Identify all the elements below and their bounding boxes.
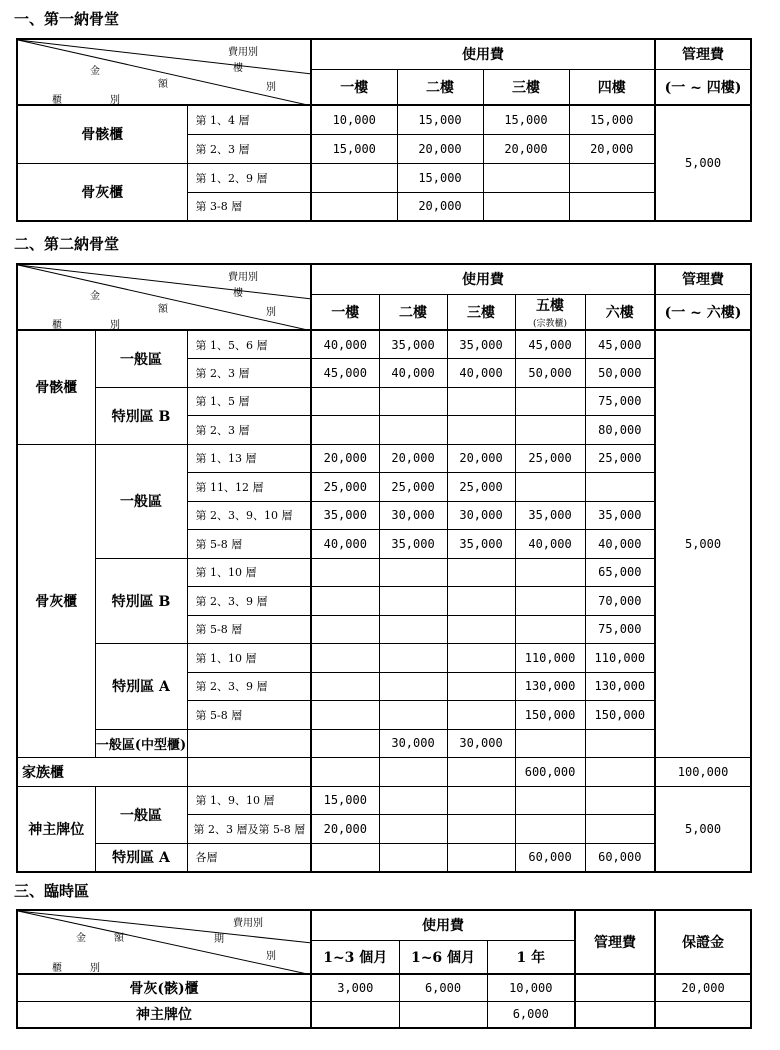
mgmt-value: 100,000	[655, 758, 751, 787]
diag-cabinet2: 別	[110, 95, 120, 105]
fee-cell: 25,000	[311, 473, 379, 502]
fee-cell: 35,000	[447, 330, 515, 359]
diag-amount: 金	[76, 933, 86, 944]
fee-cell: 45,000	[585, 330, 655, 359]
fee-cell: 25,000	[379, 473, 447, 502]
usage-fee-header: 使用費	[311, 264, 655, 294]
fee-cell	[447, 786, 515, 815]
fee-cell: 40,000	[311, 530, 379, 559]
fee-cell: 50,000	[515, 359, 585, 388]
fee-cell	[447, 843, 515, 872]
fee-cell: 600,000	[515, 758, 585, 787]
fee-cell: 50,000	[585, 359, 655, 388]
fee-cell	[311, 387, 379, 416]
layer-label: 第 1、2、9 層	[187, 163, 311, 192]
fee-cell: 15,000	[397, 105, 483, 134]
fee-cell	[483, 192, 569, 221]
layer-label: 第 1、9、10 層	[187, 786, 311, 815]
mgmt-range: (一 ~ 六樓)	[655, 294, 751, 330]
diag-floor: 樓	[233, 288, 243, 299]
fee-cell	[311, 1001, 399, 1028]
layer-label: 第 1、10 層	[187, 644, 311, 673]
layer-label: 第 5-8 層	[187, 530, 311, 559]
fee-cell	[379, 644, 447, 673]
fee-cell: 20,000	[483, 134, 569, 163]
fee-cell: 6,000	[399, 974, 487, 1001]
fee-cell	[447, 815, 515, 844]
diag-amount2: 額	[158, 304, 168, 315]
fee-cell	[311, 758, 379, 787]
fee-table-temporary	[16, 909, 752, 1029]
zone-label: 一般區	[95, 330, 187, 387]
layer-label: 第 5-8 層	[187, 701, 311, 730]
usage-fee-header: 使用費	[311, 910, 575, 940]
fee-cell: 30,000	[379, 729, 447, 758]
floor-header: 一樓	[311, 294, 379, 330]
floor-header	[515, 294, 585, 330]
layer-label: 第 2、3 層	[187, 134, 311, 163]
layer-label: 第 1、5 層	[187, 387, 311, 416]
fee-cell: 10,000	[311, 105, 397, 134]
fee-cell	[379, 843, 447, 872]
fee-cell: 15,000	[569, 105, 655, 134]
fee-cell	[311, 192, 397, 221]
fee-cell	[585, 815, 655, 844]
mgmt-value: 5,000	[655, 330, 751, 758]
fee-cell: 40,000	[585, 530, 655, 559]
fee-cell	[515, 387, 585, 416]
fee-cell: 30,000	[379, 501, 447, 530]
zone-label: 特別區 B	[95, 387, 187, 444]
diag-period: 期	[214, 934, 224, 945]
fee-cell: 10,000	[487, 974, 575, 1001]
fee-cell: 40,000	[379, 359, 447, 388]
floor-header: 四樓	[569, 69, 655, 105]
fee-cell: 35,000	[447, 530, 515, 559]
layer-label	[187, 758, 311, 787]
mgmt-range: (一 ~ 四樓)	[655, 69, 751, 105]
category-label: 骨灰(骸)櫃	[17, 974, 311, 1001]
layer-label: 各層	[187, 843, 311, 872]
fee-cell: 110,000	[585, 644, 655, 673]
fee-cell	[515, 473, 585, 502]
mgmt-value: 5,000	[655, 786, 751, 872]
fee-cell: 15,000	[483, 105, 569, 134]
layer-label: 第 2、3 層及第 5-8 層	[187, 815, 311, 844]
zone-label: 特別區 B	[95, 558, 187, 644]
diag-cabinet: 櫃	[52, 963, 62, 974]
fee-cell	[379, 786, 447, 815]
layer-label: 第 1、4 層	[187, 105, 311, 134]
fee-table-ossuary-1	[16, 38, 752, 222]
category-label: 骨骸櫃	[17, 330, 95, 444]
deposit-value: 20,000	[655, 974, 751, 1001]
fee-cell: 15,000	[311, 134, 397, 163]
zone-label: 一般區(中型櫃)	[95, 729, 187, 758]
diag-floor-sep: 別	[266, 307, 276, 318]
mgmt-value: 5,000	[655, 105, 751, 221]
fee-cell	[379, 815, 447, 844]
fee-cell: 130,000	[515, 672, 585, 701]
period-header: 1~3 個月	[311, 940, 399, 974]
category-label: 家族櫃	[17, 758, 187, 787]
section-title: 二、第二納骨堂	[14, 235, 120, 253]
fee-cell	[311, 587, 379, 616]
zone-label: 特別區 A	[95, 843, 187, 872]
religious-cabinet-note: (宗教櫃)	[533, 318, 568, 329]
fee-cell: 35,000	[515, 501, 585, 530]
fee-cell: 150,000	[585, 701, 655, 730]
fee-cell: 80,000	[585, 416, 655, 445]
fee-cell	[515, 729, 585, 758]
fee-cell	[515, 615, 585, 644]
fee-cell: 20,000	[397, 134, 483, 163]
mgmt-fee-header: 管理費	[575, 910, 655, 974]
fee-cell	[515, 558, 585, 587]
fee-cell	[447, 672, 515, 701]
fee-cell	[311, 729, 379, 758]
diag-amount2: 額	[158, 79, 168, 90]
fee-cell: 150,000	[515, 701, 585, 730]
layer-label	[187, 729, 311, 758]
fee-cell	[585, 729, 655, 758]
fee-cell: 20,000	[311, 815, 379, 844]
fee-cell: 40,000	[311, 330, 379, 359]
zone-label: 一般區	[95, 786, 187, 843]
fee-cell	[311, 843, 379, 872]
fee-cell: 30,000	[447, 501, 515, 530]
floor-5-label: 五樓	[536, 297, 565, 314]
fee-cell: 110,000	[515, 644, 585, 673]
period-header: 1 年	[487, 940, 575, 974]
fee-cell	[311, 558, 379, 587]
fee-cell: 25,000	[447, 473, 515, 502]
fee-cell: 20,000	[379, 444, 447, 473]
layer-label: 第 1、5、6 層	[187, 330, 311, 359]
diagonal-header	[17, 264, 311, 330]
fee-cell: 130,000	[585, 672, 655, 701]
diag-floor-sep: 別	[266, 82, 276, 93]
fee-cell	[515, 786, 585, 815]
fee-cell: 6,000	[487, 1001, 575, 1028]
fee-cell	[311, 416, 379, 445]
floor-header: 二樓	[397, 69, 483, 105]
fee-cell: 35,000	[379, 330, 447, 359]
fee-cell	[311, 163, 397, 192]
fee-cell	[399, 1001, 487, 1028]
diag-cabinet: 櫃	[52, 320, 62, 330]
layer-label: 第 2、3、9、10 層	[187, 501, 311, 530]
fee-cell	[569, 192, 655, 221]
fee-cell: 40,000	[515, 530, 585, 559]
fee-cell	[379, 758, 447, 787]
fee-cell: 20,000	[311, 444, 379, 473]
mgmt-fee-header: 管理費	[655, 264, 751, 294]
fee-cell	[311, 644, 379, 673]
fee-cell	[585, 786, 655, 815]
diag-cabinet2: 別	[90, 963, 100, 974]
diagonal-header	[17, 910, 311, 974]
fee-cell	[379, 416, 447, 445]
floor-header: 一樓	[311, 69, 397, 105]
diag-fee-type: 費用別	[228, 272, 258, 283]
fee-cell	[379, 615, 447, 644]
fee-cell: 15,000	[311, 786, 379, 815]
fee-cell: 70,000	[585, 587, 655, 616]
period-header: 1~6 個月	[399, 940, 487, 974]
floor-header: 二樓	[379, 294, 447, 330]
mgmt-value	[575, 974, 655, 1001]
diag-cabinet: 櫃	[52, 95, 62, 105]
fee-cell: 40,000	[447, 359, 515, 388]
diag-floor: 樓	[233, 63, 243, 74]
section-title: 一、第一納骨堂	[14, 10, 120, 28]
floor-header: 三樓	[483, 69, 569, 105]
zone-label: 一般區	[95, 444, 187, 558]
fee-cell: 65,000	[585, 558, 655, 587]
fee-cell: 20,000	[447, 444, 515, 473]
fee-cell	[515, 815, 585, 844]
section-title: 三、臨時區	[14, 882, 90, 900]
fee-cell	[379, 387, 447, 416]
fee-cell	[447, 758, 515, 787]
diag-amount: 金	[90, 291, 100, 302]
layer-label: 第 2、3 層	[187, 359, 311, 388]
fee-cell	[447, 587, 515, 616]
fee-cell	[311, 701, 379, 730]
fee-cell	[483, 163, 569, 192]
fee-cell: 60,000	[585, 843, 655, 872]
mgmt-value	[575, 1001, 655, 1028]
fee-cell: 15,000	[397, 163, 483, 192]
fee-cell: 35,000	[585, 501, 655, 530]
diag-amount: 金	[90, 66, 100, 77]
category-label: 神主牌位	[17, 1001, 311, 1028]
fee-table-ossuary-2	[16, 263, 752, 873]
fee-cell: 60,000	[515, 843, 585, 872]
layer-label: 第 11、12 層	[187, 473, 311, 502]
fee-cell	[447, 701, 515, 730]
category-label: 骨灰櫃	[17, 163, 187, 221]
layer-label: 第 1、13 層	[187, 444, 311, 473]
fee-cell	[379, 672, 447, 701]
fee-cell	[569, 163, 655, 192]
fee-cell	[447, 558, 515, 587]
category-label: 骨骸櫃	[17, 105, 187, 163]
floor-header: 六樓	[585, 294, 655, 330]
diag-floor-sep: 別	[266, 951, 276, 962]
usage-fee-header: 使用費	[311, 39, 655, 69]
layer-label: 第 2、3 層	[187, 416, 311, 445]
fee-cell: 35,000	[379, 530, 447, 559]
fee-cell	[379, 558, 447, 587]
fee-cell: 45,000	[311, 359, 379, 388]
deposit-value	[655, 1001, 751, 1028]
fee-cell: 30,000	[447, 729, 515, 758]
category-label: 神主牌位	[17, 786, 95, 872]
fee-cell: 45,000	[515, 330, 585, 359]
fee-cell	[379, 587, 447, 616]
category-label: 骨灰櫃	[17, 444, 95, 758]
fee-cell	[515, 416, 585, 445]
fee-cell	[585, 473, 655, 502]
floor-header: 三樓	[447, 294, 515, 330]
diag-fee-type: 費用別	[228, 47, 258, 58]
fee-cell: 3,000	[311, 974, 399, 1001]
fee-cell: 35,000	[311, 501, 379, 530]
deposit-header: 保證金	[655, 910, 751, 974]
fee-cell	[447, 416, 515, 445]
fee-cell: 75,000	[585, 615, 655, 644]
mgmt-fee-header: 管理費	[655, 39, 751, 69]
fee-cell	[379, 701, 447, 730]
fee-cell	[447, 644, 515, 673]
layer-label: 第 5-8 層	[187, 615, 311, 644]
fee-cell: 25,000	[515, 444, 585, 473]
fee-cell	[311, 615, 379, 644]
fee-cell	[311, 672, 379, 701]
fee-cell	[447, 615, 515, 644]
fee-cell: 75,000	[585, 387, 655, 416]
fee-cell: 20,000	[569, 134, 655, 163]
zone-label: 特別區 A	[95, 644, 187, 730]
fee-cell: 20,000	[397, 192, 483, 221]
layer-label: 第 2、3、9 層	[187, 587, 311, 616]
layer-label: 第 1、10 層	[187, 558, 311, 587]
diag-amount2: 額	[114, 933, 124, 944]
diag-fee-type: 費用別	[233, 918, 263, 929]
fee-cell	[447, 387, 515, 416]
layer-label: 第 3-8 層	[187, 192, 311, 221]
diag-cabinet2: 別	[110, 320, 120, 330]
layer-label: 第 2、3、9 層	[187, 672, 311, 701]
fee-cell	[515, 587, 585, 616]
fee-cell: 25,000	[585, 444, 655, 473]
diagonal-header	[17, 39, 311, 105]
fee-cell	[585, 758, 655, 787]
